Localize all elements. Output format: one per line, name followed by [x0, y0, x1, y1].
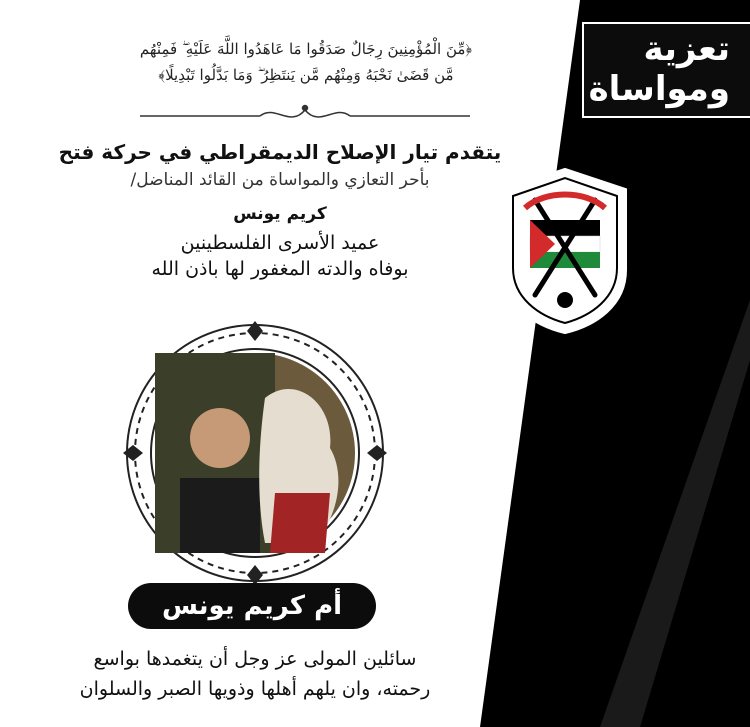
verse-line-1: ﴿مِّنَ الْمُؤْمِنِينَ رِجَالٌ صَدَقُوا مَا عَاهَدُوا اللَّهَ عَلَيْهِ ۖ فَمِنْهُم — [139, 40, 473, 58]
message-line-5: بوفاه والدته المغفور لها باذن الله — [151, 258, 409, 280]
photo-frame — [110, 318, 400, 588]
fatah-emblem-icon — [485, 160, 645, 335]
deceased-name-badge: أم كريم يونس — [128, 583, 376, 629]
quran-verse — [36, 36, 576, 88]
portrait-photo — [155, 353, 355, 553]
tag-line-2: ومواساة — [588, 69, 730, 109]
honoree-title: عميد الأسرى الفلسطينين — [180, 232, 380, 254]
closing-line-2: رحمته، وان يلهم أهلها وذويها الصبر والسلوان — [79, 678, 431, 700]
closing-line-1: سائلين المولى عز وجل أن يتغمدها بواسع — [93, 648, 417, 670]
ornamental-divider — [140, 100, 470, 130]
verse-line-2: مَّن قَضَىٰ نَحْبَهُ وَمِنْهُم مَّن يَنتَظِرُ ۖ وَمَا بَدَّلُوا تَبْدِيلًا﴾ — [158, 66, 454, 84]
honoree-name: كريم يونس — [233, 204, 327, 224]
tag-line-1: تعزية — [643, 29, 730, 69]
message-line-1: يتقدم تيار الإصلاح الديمقراطي في حركة فتح — [58, 140, 502, 164]
message-line-2: بأحر التعازي والمواساة من القائد المناضل/ — [130, 170, 430, 190]
condolence-tag — [582, 22, 750, 118]
